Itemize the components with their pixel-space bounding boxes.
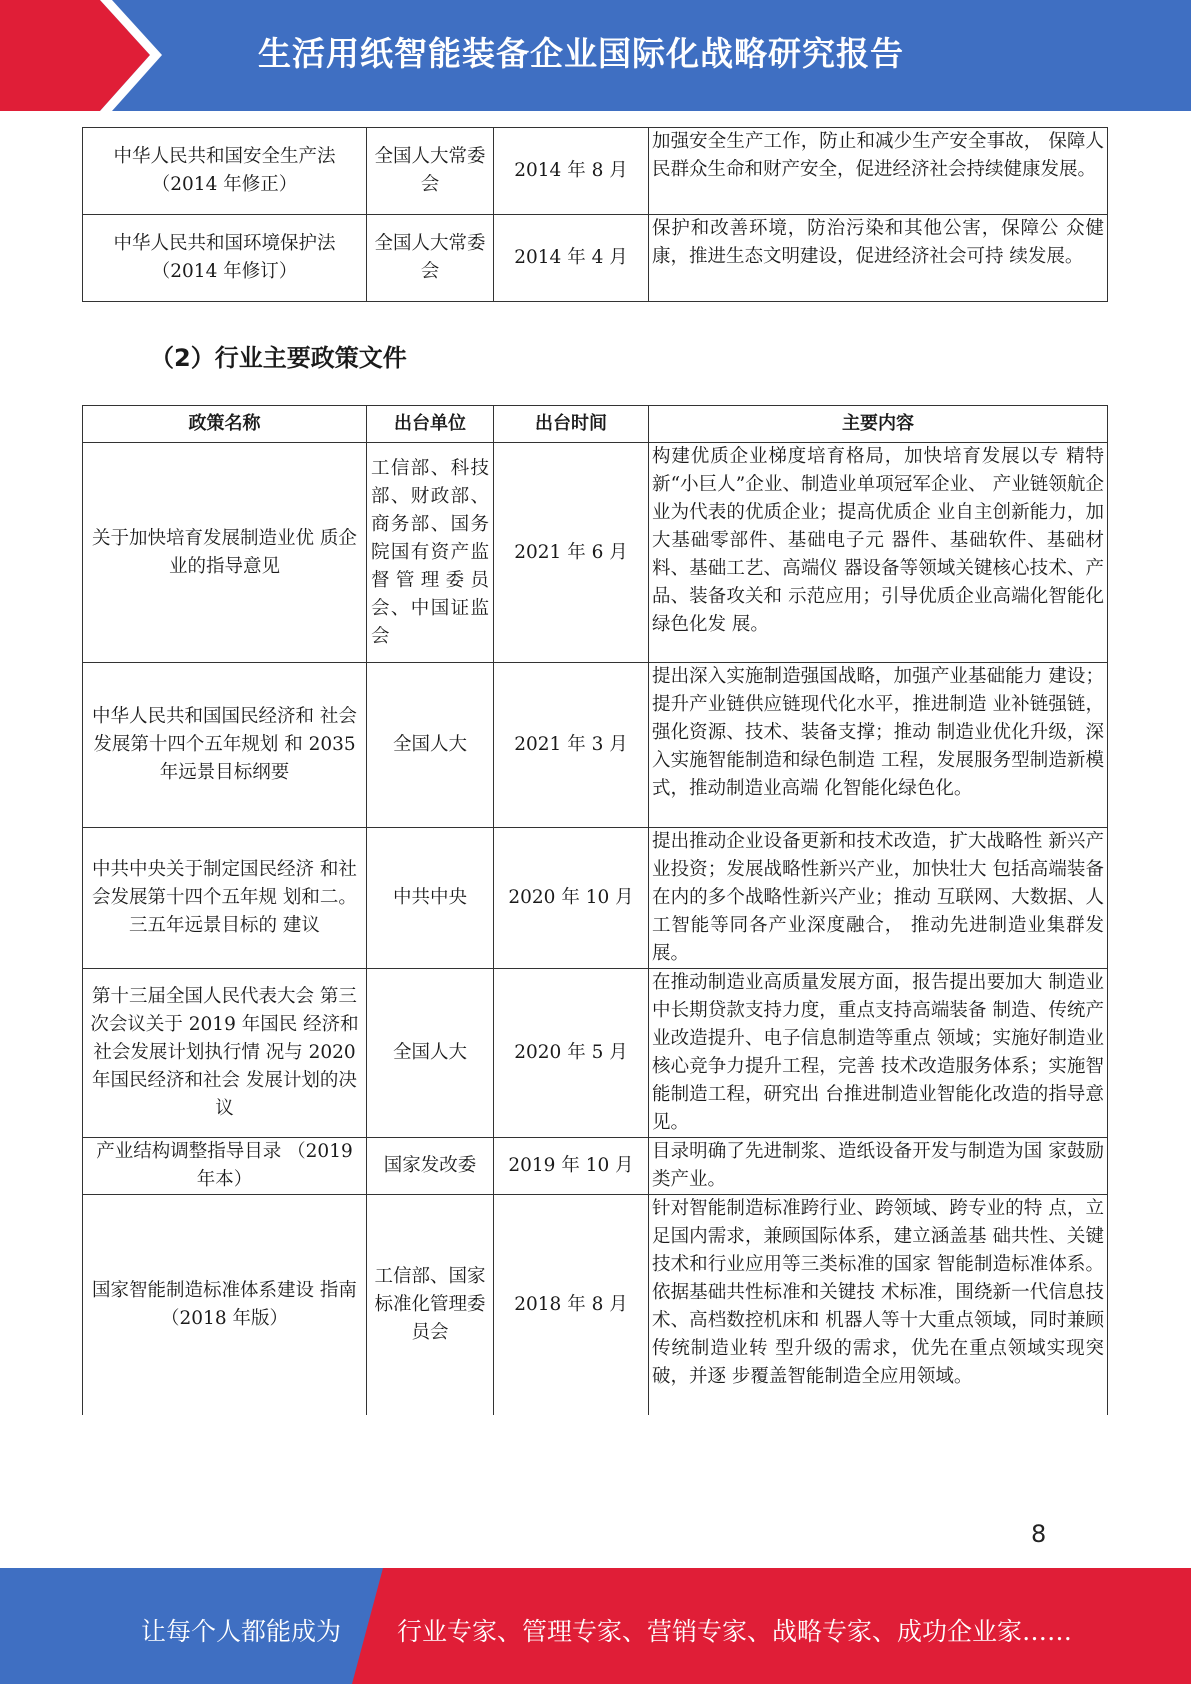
table-row — [83, 663, 1108, 828]
column-header: 政策名称 — [83, 406, 367, 443]
issue-date-cell: 2014 年 4 月 — [494, 215, 649, 302]
policy-name-cell: 产业结构调整指导目录 （2019 年本） — [83, 1138, 367, 1195]
issue-date-cell: 2021 年 3 月 — [494, 663, 649, 828]
issue-date-cell: 2021 年 6 月 — [494, 443, 649, 663]
main-content-cell: 构建优质企业梯度培育格局，加快培育发展以专 精特新“小巨人”企业、制造业单项冠军企业、 产业链领航企业为代表的优质企业；提高优质企 业自主创新能力，加大基础零部件、基础电子元 器件、基础软件、基础材料、基础工艺、高端仪 器设备等领域关键核心技术、产品、装备攻关和 示范应用；引导优质企业高端化智能化绿色化发 展。 — [649, 443, 1108, 663]
footer-slogan-right: 行业专家、管理专家、营销专家、战略专家、成功企业家…… — [397, 1617, 1073, 1646]
table-row — [83, 443, 1108, 663]
issuing-unit-cell: 全国人大 — [367, 663, 494, 828]
header-arrow-graphic — [0, 0, 260, 111]
issue-date-cell: 2014 年 8 月 — [494, 128, 649, 215]
main-content-cell: 针对智能制造标准跨行业、跨领域、跨专业的特 点，立足国内需求，兼顾国际体系，建立涵盖基 础共性、关键技术和行业应用等三类标准的国家 智能制造标准体系。依据基础共性标准和关键技 术标准，围绕新一代信息技术、高档数控机床和 机器人等十大重点领域，同时兼顾传统制造业转 型升级的需求，优先在重点领域实现突破，并逐 步覆盖智能制造全应用领域。 — [649, 1195, 1108, 1415]
table-row — [83, 1138, 1108, 1195]
main-content-cell: 在推动制造业高质量发展方面，报告提出要加大 制造业中长期贷款支持力度，重点支持高端装备 制造、传统产业改造提升、电子信息制造等重点 领域；实施好制造业核心竞争力提升工程，完善 技术改造服务体系；实施智能制造工程，研究出 台推进制造业智能化改造的指导意见。 — [649, 969, 1108, 1138]
table-row — [83, 128, 1108, 215]
policy-table — [82, 405, 1108, 1415]
table-row — [83, 969, 1108, 1138]
policy-name-cell: 关于加快培育发展制造业优 质企业的指导意见 — [83, 443, 367, 663]
page-number: 8 — [1031, 1520, 1047, 1548]
footer-slogan-left: 让每个人都能成为 — [141, 1617, 342, 1646]
table-row — [83, 215, 1108, 302]
policy-name-cell: 中华人民共和国安全生产法（2014 年修正） — [83, 128, 367, 215]
policy-name-cell: 国家智能制造标准体系建设 指南（2018 年版） — [83, 1195, 367, 1415]
policy-name-cell: 中共中央关于制定国民经济 和社会发展第十四个五年规 划和二。三五年远景目标的 建议 — [83, 828, 367, 969]
table-header-row — [83, 406, 1108, 443]
main-content-cell: 提出推动企业设备更新和技术改造，扩大战略性 新兴产业投资；发展战略性新兴产业，加快壮大 包括高端装备在内的多个战略性新兴产业；推动 互联网、大数据、人工智能等同各产业深度融合， 推动先进制造业集群发展。 — [649, 828, 1108, 969]
main-content-cell: 加强安全生产工作，防止和减少生产安全事故， 保障人民群众生命和财产安全，促进经济社会持续健康发展。 — [649, 128, 1108, 215]
main-content-cell: 目录明确了先进制浆、造纸设备开发与制造为国 家鼓励类产业。 — [649, 1138, 1108, 1195]
issue-date-cell: 2020 年 10 月 — [494, 828, 649, 969]
policy-name-cell: 中华人民共和国国民经济和 社会发展第十四个五年规划 和 2035 年远景目标纲要 — [83, 663, 367, 828]
issue-date-cell: 2018 年 8 月 — [494, 1195, 649, 1415]
column-header: 主要内容 — [649, 406, 1108, 443]
section-heading: （2）行业主要政策文件 — [150, 344, 407, 372]
policy-name-cell: 中华人民共和国环境保护法（2014 年修订） — [83, 215, 367, 302]
main-content-cell: 提出深入实施制造强国战略，加强产业基础能力 建设；提升产业链供应链现代化水平，推进制造 业补链强链，强化资源、技术、装备支撑；推动 制造业优化升级，深入实施智能制造和绿色制造 工程，发展服务型制造新模式，推动制造业高端 化智能化绿色化。 — [649, 663, 1108, 828]
report-title: 生活用纸智能装备企业国际化战略研究报告 — [258, 34, 904, 73]
issuing-unit-cell: 全国人大常委会 — [367, 128, 494, 215]
policy-name-cell: 第十三届全国人民代表大会 第三次会议关于 2019 年国民 经济和社会发展计划执行情 况与 2020 年国民经济和社会 发展计划的决议 — [83, 969, 367, 1138]
column-header: 出台时间 — [494, 406, 649, 443]
issuing-unit-cell: 全国人大常委会 — [367, 215, 494, 302]
table-row — [83, 828, 1108, 969]
issuing-unit-cell: 工信部、科技部、财政部、商务部、国务院国有资产监督管理委员会、中国证监会 — [367, 443, 494, 663]
table-row — [83, 1195, 1108, 1415]
law-table-continued — [82, 127, 1108, 302]
issuing-unit-cell: 中共中央 — [367, 828, 494, 969]
main-content-cell: 保护和改善环境，防治污染和其他公害，保障公 众健康，推进生态文明建设，促进经济社会可持 续发展。 — [649, 215, 1108, 302]
column-header: 出台单位 — [367, 406, 494, 443]
issuing-unit-cell: 国家发改委 — [367, 1138, 494, 1195]
issuing-unit-cell: 工信部、国家标准化管理委员会 — [367, 1195, 494, 1415]
issue-date-cell: 2019 年 10 月 — [494, 1138, 649, 1195]
header-banner — [0, 0, 1191, 111]
footer-banner — [0, 1568, 1191, 1684]
issue-date-cell: 2020 年 5 月 — [494, 969, 649, 1138]
issuing-unit-cell: 全国人大 — [367, 969, 494, 1138]
